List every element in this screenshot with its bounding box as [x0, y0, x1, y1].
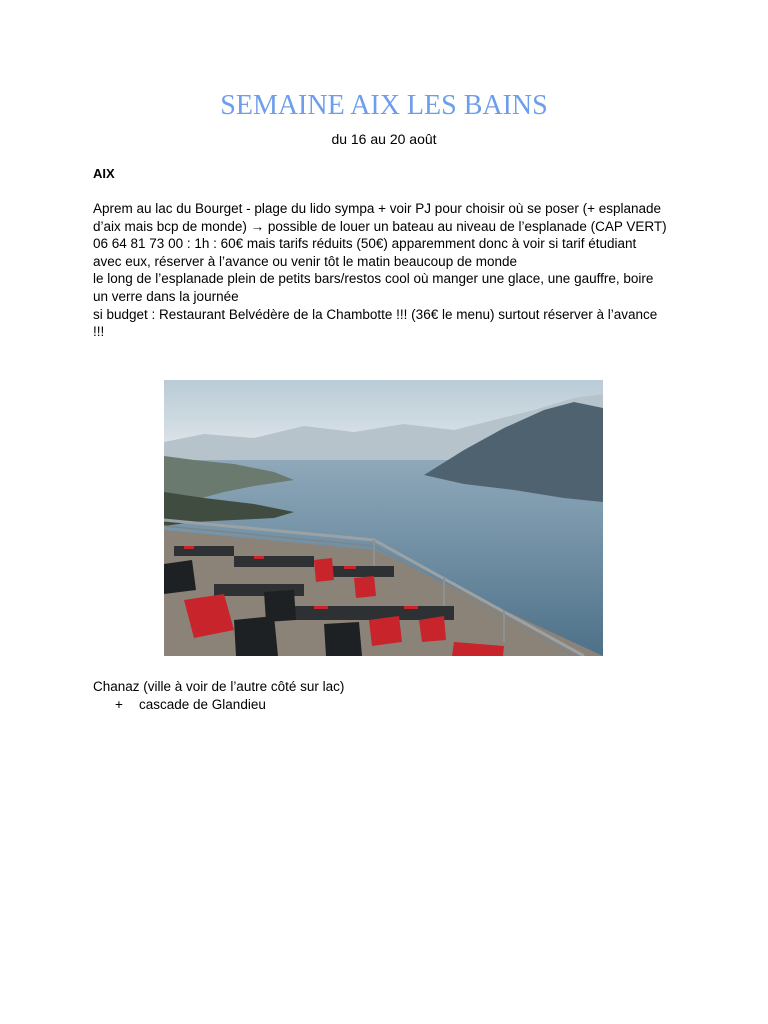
document-title: SEMAINE AIX LES BAINS	[220, 90, 548, 121]
dark-chair	[324, 622, 362, 656]
dark-chair	[234, 616, 278, 656]
dark-chair	[164, 560, 196, 594]
aix-description	[93, 200, 668, 341]
paragraph-restaurant-belvedere: si budget : Restaurant Belvédère de la Chambotte !!! (36€ le menu) surtout réserver à l’avance !!!	[93, 306, 658, 340]
napkin	[184, 546, 194, 549]
paragraph-lac-du-bourget: Aprem au lac du Bourget - plage du lido sympa + voir PJ pour choisir où se poser (+ esplanade d’aix mais bcp de monde) → possible de louer un bateau au niveau de l’esplanade (CAP VERT) 06 64 81 73 00 : 1h : 60€ mais tarifs réduits (50€) apparemment donc à voir si tarif étudiant avec eux, réserver à l’avance ou venir tôt le matin beaucoup de monde	[93, 201, 667, 269]
bullet-marker: +	[115, 696, 123, 712]
document-subtitle: du 16 au 20 août	[331, 131, 437, 147]
red-chair	[354, 576, 376, 598]
section-heading-aix: AIX	[93, 166, 115, 181]
napkin	[404, 606, 418, 609]
chanaz-line: Chanaz (ville à voir de l’autre côté sur lac)	[93, 679, 345, 694]
red-chair	[314, 558, 334, 582]
red-chair	[419, 616, 446, 642]
napkin	[344, 566, 356, 569]
table	[324, 566, 394, 577]
terrace-lake-photo	[164, 380, 603, 656]
photo-illustration	[164, 380, 603, 656]
napkin	[314, 606, 328, 609]
chanaz-section	[93, 678, 668, 713]
bullet-text-cascade: cascade de Glandieu	[139, 696, 266, 712]
table	[234, 556, 314, 567]
red-chair	[369, 616, 402, 646]
paragraph-esplanade-bars: le long de l’esplanade plein de petits bars/restos cool où manger une glace, une gauffre, boire un verre dans la journée	[93, 271, 654, 304]
list-item	[93, 696, 668, 714]
table	[174, 546, 234, 556]
napkin	[254, 556, 264, 559]
